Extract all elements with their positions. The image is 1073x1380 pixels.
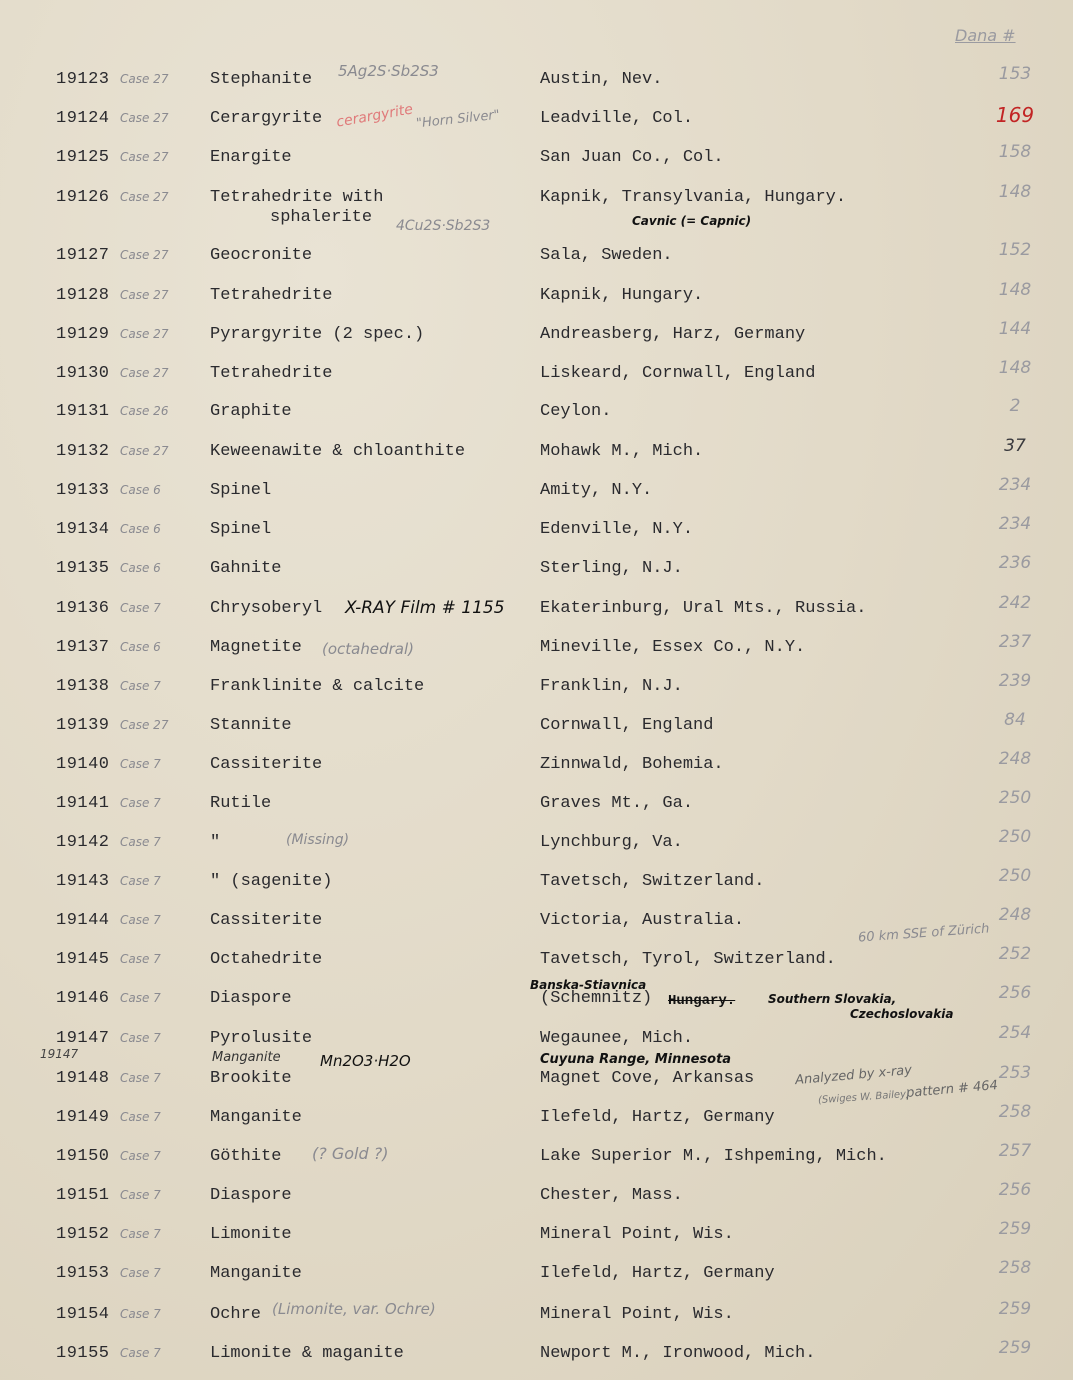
- mineral-name: Cassiterite: [210, 755, 323, 774]
- locality: Andreasberg, Harz, Germany: [540, 325, 806, 344]
- banska-note: Banska-Stiavnica: [530, 978, 647, 992]
- horn-silver-note: "Horn Silver": [415, 107, 501, 132]
- catalog-number: 19152: [56, 1225, 110, 1244]
- case-note: Case 27: [120, 72, 169, 86]
- dana-number: 148: [998, 358, 1032, 378]
- magnetite-note: (octahedral): [322, 640, 414, 658]
- catalog-number: 19155: [56, 1344, 110, 1363]
- dana-number: 234: [998, 475, 1032, 495]
- mineral-name: Magnetite: [210, 638, 302, 657]
- catalog-number: 19133: [56, 481, 110, 500]
- locality: Mohawk M., Mich.: [540, 442, 704, 461]
- locality: Ekaterinburg, Ural Mts., Russia.: [540, 599, 867, 618]
- catalog-number: 19132: [56, 442, 110, 461]
- catalog-number: 19153: [56, 1264, 110, 1283]
- dana-number: 258: [998, 1102, 1032, 1122]
- dana-number: 248: [998, 905, 1032, 925]
- mineral-name: Gahnite: [210, 559, 282, 578]
- mineral-name: Chrysoberyl: [210, 599, 323, 618]
- catalog-row: [0, 591, 1073, 629]
- catalog-number: 19145: [56, 950, 110, 969]
- locality: Magnet Cove, Arkansas: [540, 1069, 755, 1088]
- catalog-row: [0, 434, 1073, 472]
- mineral-name: Stannite: [210, 716, 292, 735]
- mineral-name: Graphite: [210, 402, 292, 421]
- catalog-number: 19126: [56, 188, 110, 207]
- czechoslovakia-note: Czechoslovakia: [850, 1007, 954, 1021]
- mineral-name: Rutile: [210, 794, 272, 813]
- mineral-name: Brookite: [210, 1069, 292, 1088]
- mineral-name: Diaspore: [210, 1186, 292, 1205]
- dana-number: 257: [998, 1141, 1032, 1161]
- dana-number: 250: [998, 788, 1032, 808]
- dana-number: 254: [998, 1023, 1032, 1043]
- dana-number: 259: [998, 1299, 1032, 1319]
- case-note: Case 6: [120, 640, 161, 654]
- case-note: Case 7: [120, 1227, 161, 1241]
- catalog-row: [0, 551, 1073, 589]
- case-note: Case 7: [120, 601, 161, 615]
- dana-number: 158: [998, 142, 1032, 162]
- locality: Zinnwald, Bohemia.: [540, 755, 724, 774]
- dana-number: 256: [998, 1180, 1032, 1200]
- catalog-number: 19128: [56, 286, 110, 305]
- locality: Franklin, N.J.: [540, 677, 683, 696]
- dana-number: 252: [998, 944, 1032, 964]
- dana-number: 258: [998, 1258, 1032, 1278]
- case-note: Case 7: [120, 835, 161, 849]
- cerargyrite-note: cerargyrite: [335, 101, 415, 131]
- mineral-name: Manganite: [210, 1264, 302, 1283]
- catalog-row: [0, 825, 1073, 863]
- dana-number: 153: [998, 64, 1032, 84]
- dana-number: 259: [998, 1219, 1032, 1239]
- catalog-row: [0, 1021, 1073, 1059]
- case-note: Case 27: [120, 190, 169, 204]
- locality: Ilefeld, Hartz, Germany: [540, 1264, 775, 1283]
- swiges-note: (Swiges W. Bailey): [817, 1088, 911, 1107]
- locality: Mineral Point, Wis.: [540, 1225, 734, 1244]
- mineral-name: Tetrahedrite: [210, 286, 333, 305]
- mineral-name: Ochre: [210, 1305, 262, 1324]
- locality: Cornwall, England: [540, 716, 714, 735]
- mineral-name: " (sagenite): [210, 872, 333, 891]
- catalog-number: 19134: [56, 520, 110, 539]
- case-note: Case 6: [120, 561, 161, 575]
- dana-number: 148: [998, 182, 1032, 202]
- locality: Ceylon.: [540, 402, 612, 421]
- mineral-name: Enargite: [210, 148, 292, 167]
- catalog-number: 19146: [56, 989, 110, 1008]
- catalog-number: 19141: [56, 794, 110, 813]
- catalog-number: 19148: [56, 1069, 110, 1088]
- mineral-name: Manganite: [210, 1108, 302, 1127]
- locality: Leadville, Col.: [540, 109, 694, 128]
- ochre-note: (Limonite, var. Ochre): [272, 1300, 436, 1318]
- locality: Sala, Sweden.: [540, 246, 673, 265]
- mineral-name: Tetrahedrite: [210, 364, 333, 383]
- catalog-number: 19123: [56, 70, 110, 89]
- catalog-number: 19143: [56, 872, 110, 891]
- catalog-number: 19136: [56, 599, 110, 618]
- cuyuna-note: Cuyuna Range, Minnesota: [540, 1052, 732, 1067]
- case-note: Case 27: [120, 150, 169, 164]
- catalog-number: 19142: [56, 833, 110, 852]
- manganite-annotation: Manganite: [212, 1050, 281, 1065]
- catalog-number: 19124: [56, 109, 110, 128]
- capnic-note: Cavnic (= Capnic): [632, 214, 752, 228]
- case-note: Case 7: [120, 1307, 161, 1321]
- locality: Amity, N.Y.: [540, 481, 653, 500]
- dana-number: 37: [1004, 436, 1026, 456]
- mineral-name: Spinel: [210, 481, 272, 500]
- mineral-name: ": [210, 833, 221, 852]
- dana-number: 84: [1004, 710, 1026, 730]
- case-note: Case 7: [120, 874, 161, 888]
- mineral-name: Diaspore: [210, 989, 292, 1008]
- mineral-name: Limonite: [210, 1225, 292, 1244]
- dana-column-header: Dana #: [955, 26, 1016, 45]
- catalog-number: 19147: [56, 1029, 110, 1048]
- catalog-number: 19130: [56, 364, 110, 383]
- dana-number: 236: [998, 553, 1032, 573]
- mineral-name: Tetrahedrite with: [210, 188, 384, 207]
- dana-number: 259: [998, 1338, 1032, 1358]
- case-note: Case 7: [120, 913, 161, 927]
- slovakia-note: Southern Slovakia,: [768, 992, 897, 1006]
- catalog-row: [0, 140, 1073, 178]
- stephanite-formula-note: 5Ag2S·Sb2S3: [338, 62, 439, 80]
- mineral-name: Franklinite & calcite: [210, 677, 425, 696]
- mineral-name: Cassiterite: [210, 911, 323, 930]
- zurich-note: 60 km SSE of Zürich: [857, 921, 990, 946]
- locality: San Juan Co., Col.: [540, 148, 724, 167]
- catalog-row: [0, 278, 1073, 316]
- missing-note: (Missing): [286, 832, 350, 848]
- locality: Newport M., Ironwood, Mich.: [540, 1344, 816, 1363]
- locality: Lake Superior M., Ishpeming, Mich.: [540, 1147, 887, 1166]
- catalog-row: [0, 1217, 1073, 1255]
- case-note: Case 27: [120, 288, 169, 302]
- case-note: Case 7: [120, 1188, 161, 1202]
- mineral-name: Octahedrite: [210, 950, 323, 969]
- case-note: Case 7: [120, 796, 161, 810]
- catalog-row: [0, 708, 1073, 746]
- dana-number: 256: [998, 983, 1032, 1003]
- case-note: Case 27: [120, 327, 169, 341]
- catalog-number: 19129: [56, 325, 110, 344]
- catalog-row: [0, 394, 1073, 432]
- catalog-row: [0, 1256, 1073, 1294]
- case-note: Case 7: [120, 991, 161, 1005]
- locality: Lynchburg, Va.: [540, 833, 683, 852]
- dana-number: 250: [998, 866, 1032, 886]
- catalog-row: [0, 1297, 1073, 1335]
- case-note: Case 27: [120, 718, 169, 732]
- catalog-row: [0, 62, 1073, 100]
- catalog-number: 19150: [56, 1147, 110, 1166]
- case-note: Case 27: [120, 111, 169, 125]
- pattern-note: pattern # 464: [905, 1078, 999, 1101]
- mineral-name: Pyrolusite: [210, 1029, 313, 1048]
- case-note: Case 7: [120, 679, 161, 693]
- mineral-name: Cerargyrite: [210, 109, 323, 128]
- dana-number: 2: [1009, 396, 1021, 416]
- catalog-number: 19139: [56, 716, 110, 735]
- catalog-number: 19137: [56, 638, 110, 657]
- case-note: Case 7: [120, 757, 161, 771]
- catalog-row: [0, 1178, 1073, 1216]
- catalog-number: 19140: [56, 755, 110, 774]
- case-note: Case 7: [120, 1110, 161, 1124]
- catalog-row: [0, 786, 1073, 824]
- locality: Graves Mt., Ga.: [540, 794, 694, 813]
- case-note: Case 7: [120, 1149, 161, 1163]
- catalog-number: 19144: [56, 911, 110, 930]
- catalog-number: 19127: [56, 246, 110, 265]
- catalog-row: [0, 864, 1073, 902]
- catalog-row: [0, 1100, 1073, 1138]
- catalog-row: [0, 356, 1073, 394]
- locality: (Schemnitz): [540, 989, 653, 1008]
- dana-number: 169: [995, 103, 1035, 127]
- catalog-row: [0, 473, 1073, 511]
- mineral-name: Spinel: [210, 520, 272, 539]
- catalog-row: [0, 1139, 1073, 1177]
- locality: Austin, Nev.: [540, 70, 663, 89]
- case-note: Case 7: [120, 1031, 161, 1045]
- mineral-name: Stephanite: [210, 70, 313, 89]
- dana-number: 152: [998, 240, 1032, 260]
- dana-number: 239: [998, 671, 1032, 691]
- case-note: Case 7: [120, 1071, 161, 1085]
- case-note: Case 7: [120, 1266, 161, 1280]
- case-note: Case 27: [120, 248, 169, 262]
- catalog-row: [0, 669, 1073, 707]
- locality: Ilefeld, Hartz, Germany: [540, 1108, 775, 1127]
- case-note: Case 7: [120, 952, 161, 966]
- mineral-name: Limonite & maganite: [210, 1344, 404, 1363]
- analyzed-note: Analyzed by x-ray: [794, 1062, 913, 1089]
- dana-number: 253: [998, 1063, 1032, 1083]
- dana-number: 237: [998, 632, 1032, 652]
- xray-film-note: X-RAY Film # 1155: [345, 598, 505, 618]
- locality: Mineral Point, Wis.: [540, 1305, 734, 1324]
- locality: Tavetsch, Switzerland.: [540, 872, 765, 891]
- locality: Kapnik, Transylvania, Hungary.: [540, 188, 847, 207]
- locality: Liskeard, Cornwall, England: [540, 364, 816, 383]
- mineral-name: Keweenawite & chloanthite: [210, 442, 466, 461]
- catalog-row: [0, 942, 1073, 980]
- case-note: Case 27: [120, 366, 169, 380]
- dana-number: 248: [998, 749, 1032, 769]
- catalog-number: 19125: [56, 148, 110, 167]
- locality: Victoria, Australia.: [540, 911, 745, 930]
- mineral-name: Pyrargyrite (2 spec.): [210, 325, 425, 344]
- catalog-row: [0, 101, 1073, 139]
- catalog-row: [0, 747, 1073, 785]
- catalog-row: [0, 1336, 1073, 1374]
- catalog-number: 19149: [56, 1108, 110, 1127]
- dana-number: 234: [998, 514, 1032, 534]
- case-note: Case 6: [120, 522, 161, 536]
- locality: Kapnik, Hungary.: [540, 286, 704, 305]
- catalog-number: 19131: [56, 402, 110, 421]
- dana-number: 144: [998, 319, 1032, 339]
- dana-number: 148: [998, 280, 1032, 300]
- catalog-number: 19135: [56, 559, 110, 578]
- catalog-number: 19154: [56, 1305, 110, 1324]
- locality: Mineville, Essex Co., N.Y.: [540, 638, 806, 657]
- hungary-struck-note: Hungary.: [668, 993, 736, 1009]
- tetrahedrite-formula-note: 4Cu2S·Sb2S3: [396, 218, 491, 234]
- gold-note: (? Gold ?): [312, 1144, 389, 1163]
- catalog-row: [0, 238, 1073, 276]
- catalog-row: [0, 317, 1073, 355]
- case-note: Case 26: [120, 404, 169, 418]
- catalog-row: [0, 630, 1073, 668]
- locality: Sterling, N.J.: [540, 559, 683, 578]
- dana-number: 242: [998, 593, 1032, 613]
- case-note: Case 6: [120, 483, 161, 497]
- locality: Wegaunee, Mich.: [540, 1029, 694, 1048]
- mineral-name-continued: sphalerite: [270, 208, 373, 227]
- manganite-formula-note: Mn2O3·H2O: [320, 1052, 411, 1070]
- catalog-row: [0, 512, 1073, 550]
- case-note: Case 7: [120, 1346, 161, 1360]
- catalog-number: 19151: [56, 1186, 110, 1205]
- locality: Tavetsch, Tyrol, Switzerland.: [540, 950, 836, 969]
- dana-number: 250: [998, 827, 1032, 847]
- margin-19147-note: 19147: [40, 1047, 79, 1061]
- catalog-number: 19138: [56, 677, 110, 696]
- locality: Chester, Mass.: [540, 1186, 683, 1205]
- case-note: Case 27: [120, 444, 169, 458]
- mineral-name: Göthite: [210, 1147, 282, 1166]
- mineral-name: Geocronite: [210, 246, 313, 265]
- locality: Edenville, N.Y.: [540, 520, 694, 539]
